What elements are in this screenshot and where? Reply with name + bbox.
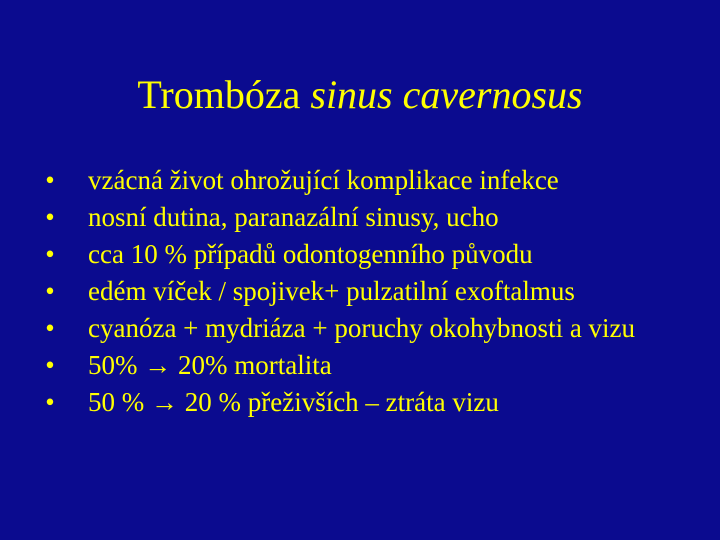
bullet-item: [40, 348, 680, 382]
bullet-icon: •: [45, 350, 55, 380]
bullet-icon: •: [45, 313, 55, 343]
bullet-item: [40, 200, 680, 234]
bullet-item: [40, 274, 680, 308]
bullet-icon: •: [45, 239, 55, 269]
bullet-item: [40, 385, 680, 419]
title-regular: Trombóza: [137, 72, 301, 117]
bullet-text: nosní dutina, paranazální sinusy, ucho: [88, 202, 499, 232]
bullet-text: cyanóza + mydriáza + poruchy okohybnosti a vizu: [88, 313, 636, 343]
bullet-icon: •: [45, 165, 55, 195]
bullet-text: 50 % → 20 % přeživších – ztráta vizu: [88, 387, 499, 417]
title-italic: sinus cavernosus: [310, 72, 583, 117]
bullet-text: edém víček / spojivek+ pulzatilní exoftalmus: [88, 276, 575, 306]
bullet-text: vzácná život ohrožující komplikace infekce: [88, 165, 559, 195]
bullet-text: cca 10 % případů odontogenního původu: [88, 239, 533, 269]
bullet-item: [40, 311, 680, 345]
bullet-icon: •: [45, 202, 55, 232]
bullet-icon: •: [45, 276, 55, 306]
bullet-item: [40, 163, 680, 197]
bullet-item: [40, 237, 680, 271]
bullet-text: 50% → 20% mortalita: [88, 350, 332, 380]
slide-title: [0, 70, 720, 120]
bullet-list: [40, 163, 680, 422]
bullet-icon: •: [45, 387, 55, 417]
